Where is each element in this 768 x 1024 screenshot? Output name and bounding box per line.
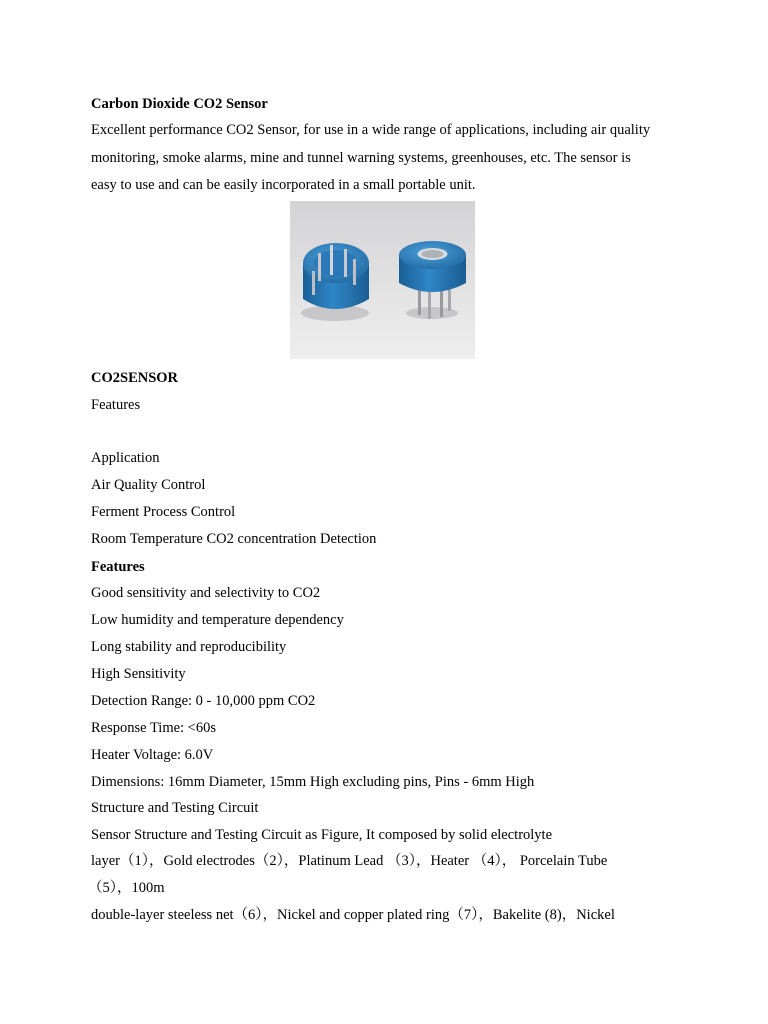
structure-heading: Structure and Testing Circuit — [91, 800, 259, 816]
sensor-photo-illustration — [290, 201, 475, 359]
application-item-3: Room Temperature CO2 concentration Detection — [91, 531, 377, 547]
features-label: Features — [91, 397, 141, 413]
feature-item-6: Response Time: <60s — [91, 720, 217, 736]
left-sensor-shape — [301, 243, 369, 321]
feature-item-1: Good sensitivity and selectivity to CO2 — [91, 585, 321, 601]
application-item-1: Air Quality Control — [91, 477, 206, 493]
feature-item-3: Long stability and reproducibility — [91, 639, 287, 655]
feature-item-8: Dimensions: 16mm Diameter, 15mm High excluding pins, Pins - 6mm High — [91, 774, 535, 790]
right-sensor-shape — [399, 241, 466, 319]
structure-line-4: double-layer steeless net（6），Nickel and copper plated ring（7），Bakelite (8)，Nickel — [91, 907, 615, 923]
document-title: Carbon Dioxide CO2 Sensor — [91, 96, 268, 112]
feature-item-7: Heater Voltage: 6.0V — [91, 747, 214, 763]
sensor-photo — [290, 201, 475, 359]
section-title: CO2SENSOR — [91, 370, 179, 386]
structure-line-3: （5），100m — [88, 880, 165, 896]
structure-line-1: Sensor Structure and Testing Circuit as Figure, It composed by solid electrolyte — [91, 827, 553, 843]
intro-line-3: easy to use and can be easily incorporated in a small portable unit. — [91, 177, 476, 193]
structure-line-2: layer（1），Gold electrodes（2），Platinum Lead （3），Heater （4）， Porcelain Tube — [91, 853, 608, 869]
feature-item-2: Low humidity and temperature dependency — [91, 612, 344, 628]
features-heading: Features — [91, 559, 145, 575]
feature-item-5: Detection Range: 0 - 10,000 ppm CO2 — [91, 693, 316, 709]
intro-line-2: monitoring, smoke alarms, mine and tunnel warning systems, greenhouses, etc. The sensor is — [91, 150, 631, 166]
intro-line-1: Excellent performance CO2 Sensor, for use in a wide range of applications, including air quality — [91, 122, 651, 138]
application-heading: Application — [91, 450, 160, 466]
application-item-2: Ferment Process Control — [91, 504, 236, 520]
feature-item-4: High Sensitivity — [91, 666, 186, 682]
